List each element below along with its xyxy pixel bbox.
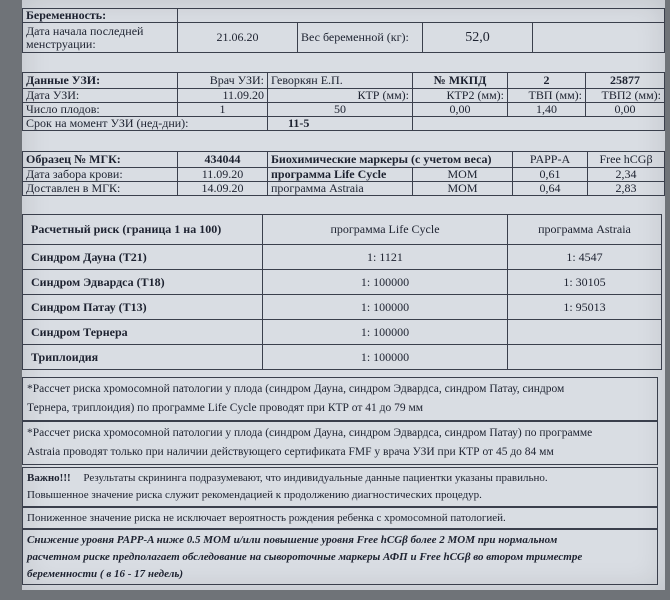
mkpd-label: № МКПД (413, 73, 508, 89)
low-risk-note (22, 507, 658, 529)
note-lifecycle-line2: Тернера, триплоидия) по программе Life Cycle проводят при КТР от 41 до 79 мм (27, 402, 424, 414)
risk-row-triploidy-name: Триплоидия (23, 345, 263, 370)
fetus-count-label: Число плодов: (23, 103, 178, 117)
risk-row-triploidy-lifecycle: 1: 100000 (263, 345, 508, 370)
marker-line3: беременности ( в 16 - 17 недель) (27, 568, 184, 580)
delivered-label: Доставлен в МГК: (23, 182, 178, 196)
risk-row-triploidy-astraia (508, 345, 662, 370)
risk-section (22, 214, 662, 370)
us-date-label: Дата УЗИ: (23, 89, 178, 103)
tvp2-value: 0,00 (586, 103, 665, 117)
note-lifecycle (22, 377, 658, 421)
important-label: Важно!!! (27, 472, 71, 484)
risk-row-t18-name: Синдром Эдвардса (T18) (23, 270, 263, 295)
hcg-header: Free hCGβ (588, 152, 665, 168)
term-label: Срок на момент УЗИ (нед-дни): (23, 117, 268, 131)
risk-row-t21-name: Синдром Дауна (T21) (23, 245, 263, 270)
doctor-label: Врач УЗИ: (178, 73, 268, 89)
lifecycle-pappa: 0,61 (513, 168, 588, 182)
term-value: 11-5 (268, 117, 413, 131)
tvp-label: ТВП (мм): (508, 89, 586, 103)
marker-line2: расчетном риске предполагает обследование на сывороточные маркеры АФП и Free hCGβ во втором триместре (27, 551, 583, 563)
marker-line1: Снижение уровня PAPP-A ниже 0.5 МОМ и/или повышение уровня Free hCGβ более 2 МОМ при нормальном (27, 534, 558, 546)
risk-row-t21-astraia: 1: 4547 (508, 245, 662, 270)
sample-number: 434044 (178, 152, 268, 168)
risk-header: Расчетный риск (граница 1 на 100) (23, 215, 263, 245)
tvp2-label: ТВП2 (мм): (586, 89, 665, 103)
risk-row-t18-astraia: 1: 30105 (508, 270, 662, 295)
astraia-hcg: 2,83 (588, 182, 665, 196)
lmp-value: 21.06.20 (178, 23, 298, 53)
mkpd-code: 25877 (586, 73, 665, 89)
pappa-header: PAPP-A (513, 152, 588, 168)
fetus-count-value: 1 (178, 103, 268, 117)
low-risk-text: Пониженное значение риска не исключает вероятность рождения ребенка с хромосомной патологией. (27, 512, 506, 524)
pregnancy-section (22, 8, 665, 53)
ktr-label: КТР (мм): (268, 89, 413, 103)
doctor-name: Геворкян Е.П. (268, 73, 413, 89)
ultrasound-section (22, 72, 665, 131)
risk-row-t13-astraia: 1: 95013 (508, 295, 662, 320)
risk-col-lifecycle: программа Life Cycle (263, 215, 508, 245)
important-line1: Результаты скрининга подразумевают, что индивидуальные данные пациентки указаны правильно. (83, 472, 548, 484)
astraia-pappa: 0,64 (513, 182, 588, 196)
lmp-label: Дата начала последней менструации: (23, 23, 178, 53)
risk-col-astraia: программа Astraia (508, 215, 662, 245)
blood-date-label: Дата забора крови: (23, 168, 178, 182)
ktr2-value: 0,00 (413, 103, 508, 117)
lifecycle-hcg: 2,34 (588, 168, 665, 182)
risk-row-turner-astraia (508, 320, 662, 345)
sample-section (22, 151, 665, 196)
marker-note (22, 529, 658, 585)
note-astraia-line1: *Рассчет риска хромосомной патологии у плода (синдром Дауна, синдром Эдвардса, синдром Патау) по программе (27, 427, 593, 439)
blood-date-value: 11.09.20 (178, 168, 268, 182)
ktr-value: 50 (268, 103, 413, 117)
astraia-unit: МОМ (413, 182, 513, 196)
risk-row-turner-lifecycle: 1: 100000 (263, 320, 508, 345)
delivered-date-value: 14.09.20 (178, 182, 268, 196)
lab-report-sheet (22, 0, 665, 590)
risk-row-t21-lifecycle: 1: 1121 (263, 245, 508, 270)
risk-row-t18-lifecycle: 1: 100000 (263, 270, 508, 295)
mkpd-number: 2 (508, 73, 586, 89)
risk-row-turner-name: Синдром Тернера (23, 320, 263, 345)
pregnancy-header: Беременность: (23, 9, 178, 23)
note-astraia-line2: Astraia проводят только при наличии действующего сертификата FMF у врача УЗИ при КТР от 45 до 84 мм (27, 446, 554, 458)
risk-row-t13-name: Синдром Патау (T13) (23, 295, 263, 320)
ultrasound-header: Данные УЗИ: (23, 73, 178, 89)
us-date-value: 11.09.20 (178, 89, 268, 103)
lifecycle-unit: МОМ (413, 168, 513, 182)
tvp-value: 1,40 (508, 103, 586, 117)
program-astraia-label: программа Astraia (268, 182, 413, 196)
program-lifecycle-label: программа Life Cycle (268, 168, 413, 182)
important-line2: Повышенное значение риска служит рекомендацией к продолжению диагностических процедур. (27, 489, 482, 501)
sample-label: Образец № МГК: (23, 152, 178, 168)
note-lifecycle-line1: *Рассчет риска хромосомной патологии у плода (синдром Дауна, синдром Эдвардса, синдром Патау, синдром (27, 383, 565, 395)
important-note (22, 467, 658, 507)
risk-row-t13-lifecycle: 1: 100000 (263, 295, 508, 320)
markers-label: Биохимические маркеры (с учетом веса) (268, 152, 513, 168)
weight-label: Вес беременной (кг): (298, 23, 423, 53)
note-astraia (22, 421, 658, 465)
weight-value: 52,0 (423, 23, 533, 53)
ktr2-label: КТР2 (мм): (413, 89, 508, 103)
